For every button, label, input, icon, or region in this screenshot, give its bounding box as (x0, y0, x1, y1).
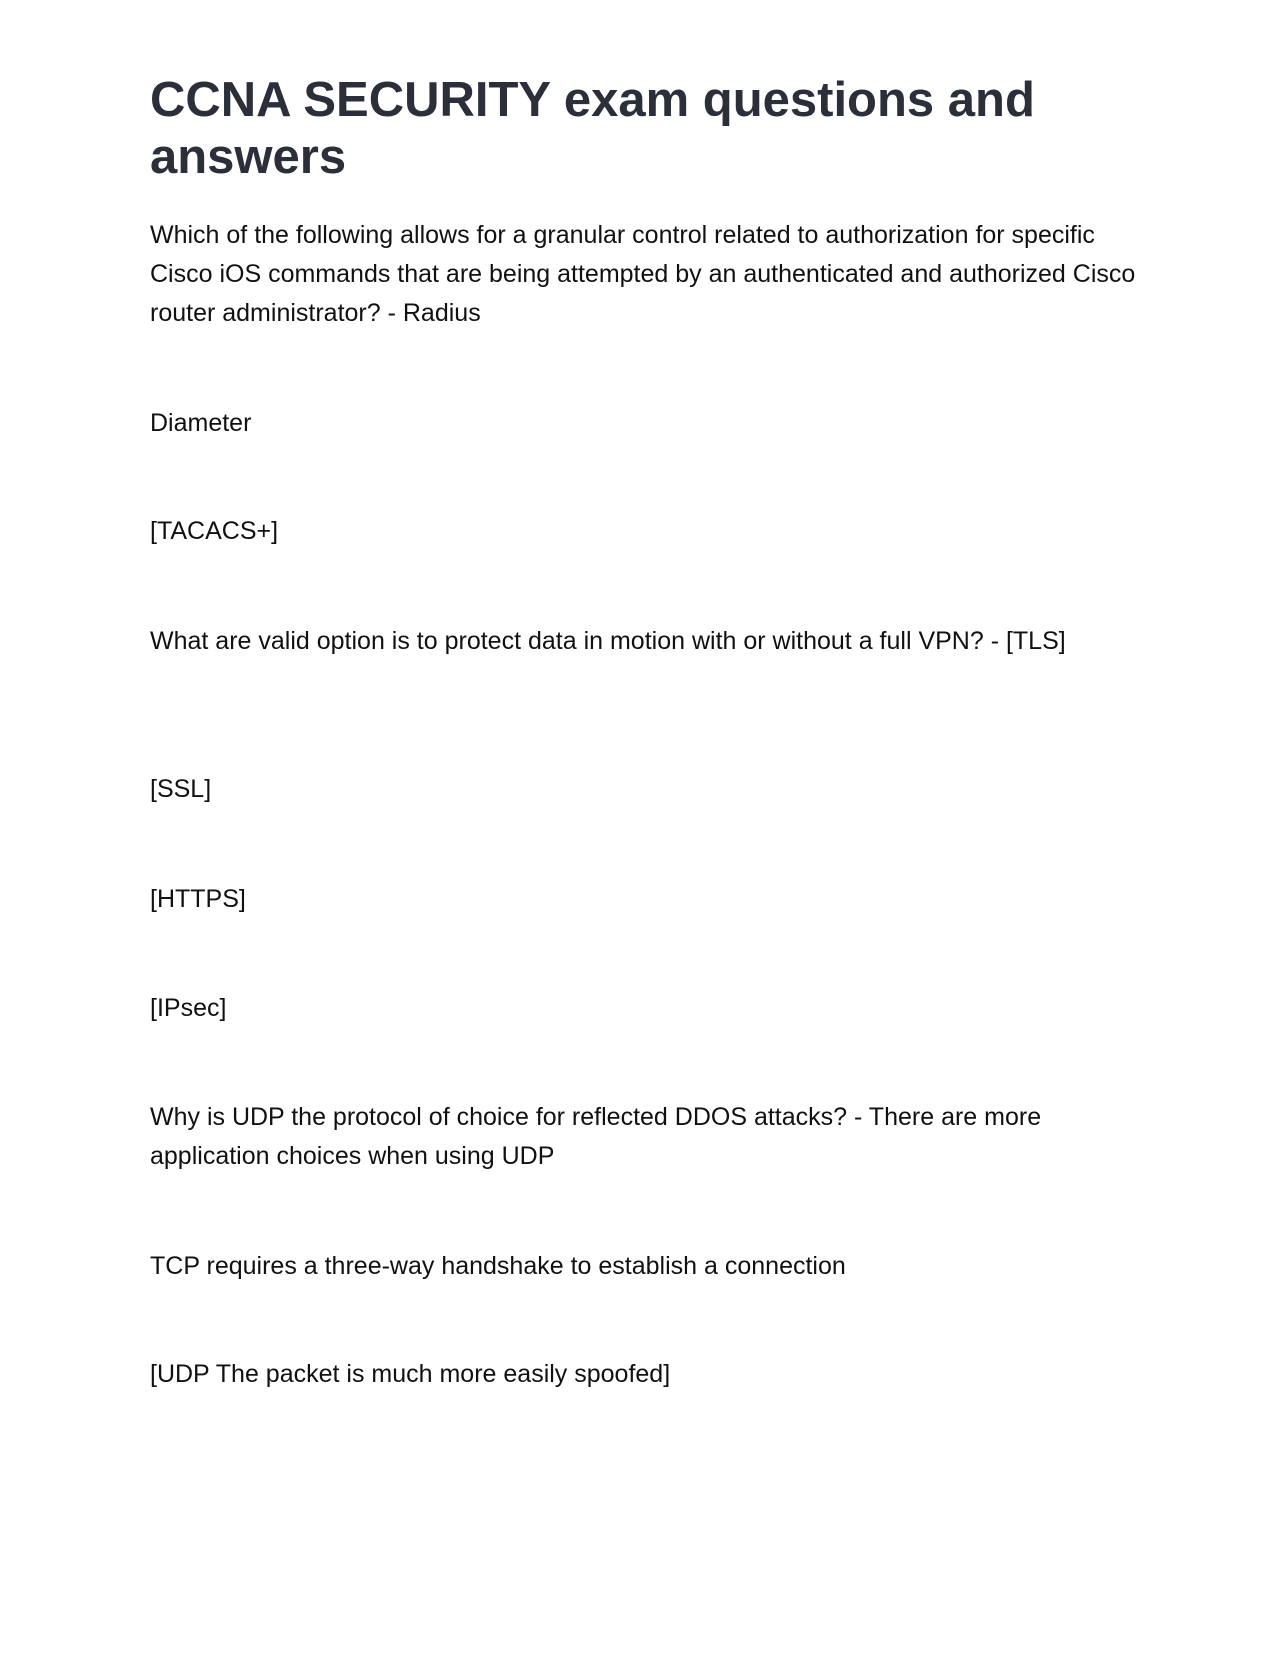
answer-option: [UDP The packet is much more easily spoofed] (150, 1360, 671, 1388)
answer-option: [SSL] (150, 775, 212, 803)
question-3-text: Why is UDP the protocol of choice for reflected DDOS attacks? - There are more application choices when using UDP (150, 1103, 1042, 1170)
answer-option: [TACACS+] (150, 517, 279, 545)
document-title: CCNA SECURITY exam questions and answers (150, 73, 1035, 184)
question-2-text: What are valid option is to protect data in motion with or without a full VPN? - [TLS] (150, 627, 1066, 655)
question-1-text: Which of the following allows for a granular control related to authorization for specific Cisco iOS commands that are being attempted by an authenticated and authorized Cisco router administrator? - Radius (150, 221, 1136, 327)
answer-option: [IPsec] (150, 994, 227, 1022)
answer-option: Diameter (150, 409, 252, 437)
answer-option: [HTTPS] (150, 885, 246, 913)
answer-option: TCP requires a three-way handshake to establish a connection (150, 1252, 846, 1280)
